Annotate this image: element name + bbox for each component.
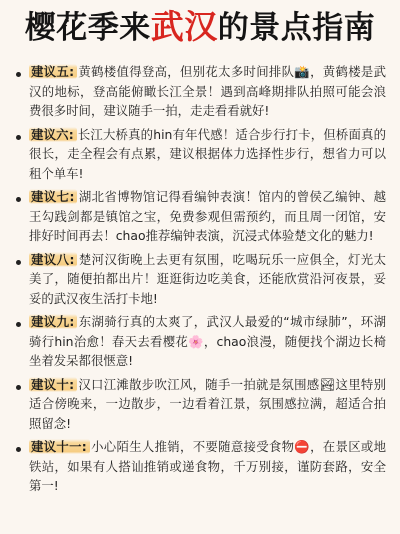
bullet-icon: [16, 72, 21, 77]
tip-item-11: [14, 437, 386, 496]
bullet-icon: [16, 135, 21, 140]
tip-label: 建议八:: [29, 252, 77, 267]
tip-text: 东湖骑行真的太爽了，武汉人最爱的“城市绿肺”，环湖骑行hin治愈！春天去看樱花🌸，chao浪漫，随便找个湖边长椅坐着发呆都很惬意!: [29, 314, 386, 368]
title-part1: 樱花季来: [24, 10, 151, 46]
tip-label: 建议五:: [29, 64, 77, 79]
tip-item-7: [14, 187, 386, 246]
tip-item-8: [14, 250, 386, 309]
tip-label: 建议十一:: [29, 439, 90, 454]
tip-label: 建议七:: [29, 189, 77, 204]
tip-item-6: [14, 125, 386, 184]
tip-label: 建议六:: [29, 127, 77, 142]
title-part3: 的景点指南: [217, 10, 376, 46]
tip-label: 建议九:: [29, 314, 77, 329]
tip-text-block: [29, 125, 386, 184]
tip-text-block: [29, 250, 386, 309]
bullet-icon: [16, 197, 21, 202]
tip-text: 长江大桥真的hin有年代感！适合步行打卡，但桥面真的很长，走全程会有点累，建议根据体力选择性步行，想省力可以租个单车!: [29, 126, 386, 181]
tip-text-block: [29, 312, 386, 371]
tip-text: 黄鹤楼值得登高，但别花太多时间排队📸，黄鹤楼是武汉的地标，登高能俯瞰长江全景！遇到高峰期排队拍照可能会浪费很多时间，建议随手一拍，走走看看就好!: [29, 64, 386, 118]
bullet-icon: [16, 260, 21, 265]
tip-text: 湖北省博物馆记得看编钟表演！馆内的曾侯乙编钟、越王勾践剑都是镇馆之宝，免费参观但需预约，而且周一闭馆，安排好时间再去！chao推荐编钟表演，沉浸式体验楚文化的魅力!: [29, 189, 386, 243]
tip-text-block: [29, 375, 386, 434]
tip-item-9: [14, 312, 386, 371]
tip-label: 建议十:: [29, 377, 77, 392]
page-title: [14, 4, 386, 52]
tip-text: 小心陌生人推销，不要随意接受食物⛔，在景区或地铁站，如果有人搭讪推销或递食物，千万别接，谨防套路，安全第一!: [29, 439, 386, 493]
tip-text: 汉口江滩散步吹江风，随手一拍就是氛围感🏞这里特别适合傍晚来，一边散步，一边看着江景，氛围感拉满，超适合拍照留念!: [29, 376, 386, 431]
tip-item-10: [14, 375, 386, 434]
tip-item-5: [14, 62, 386, 121]
tip-text: 楚河汉街晚上去更有氛围，吃喝玩乐一应俱全，灯光太美了，随便拍都出片！逛逛街边吃美食，还能欣赏沿河夜景，妥妥的武汉夜生活打卡地!: [29, 251, 386, 306]
title-highlight: 武汉: [150, 7, 218, 46]
bullet-icon: [16, 447, 21, 452]
tip-text-block: [29, 437, 386, 496]
tips-list: [14, 62, 386, 496]
bullet-icon: [16, 322, 21, 327]
bullet-icon: [16, 385, 21, 390]
tip-text-block: [29, 187, 386, 246]
tip-text-block: [29, 62, 386, 121]
